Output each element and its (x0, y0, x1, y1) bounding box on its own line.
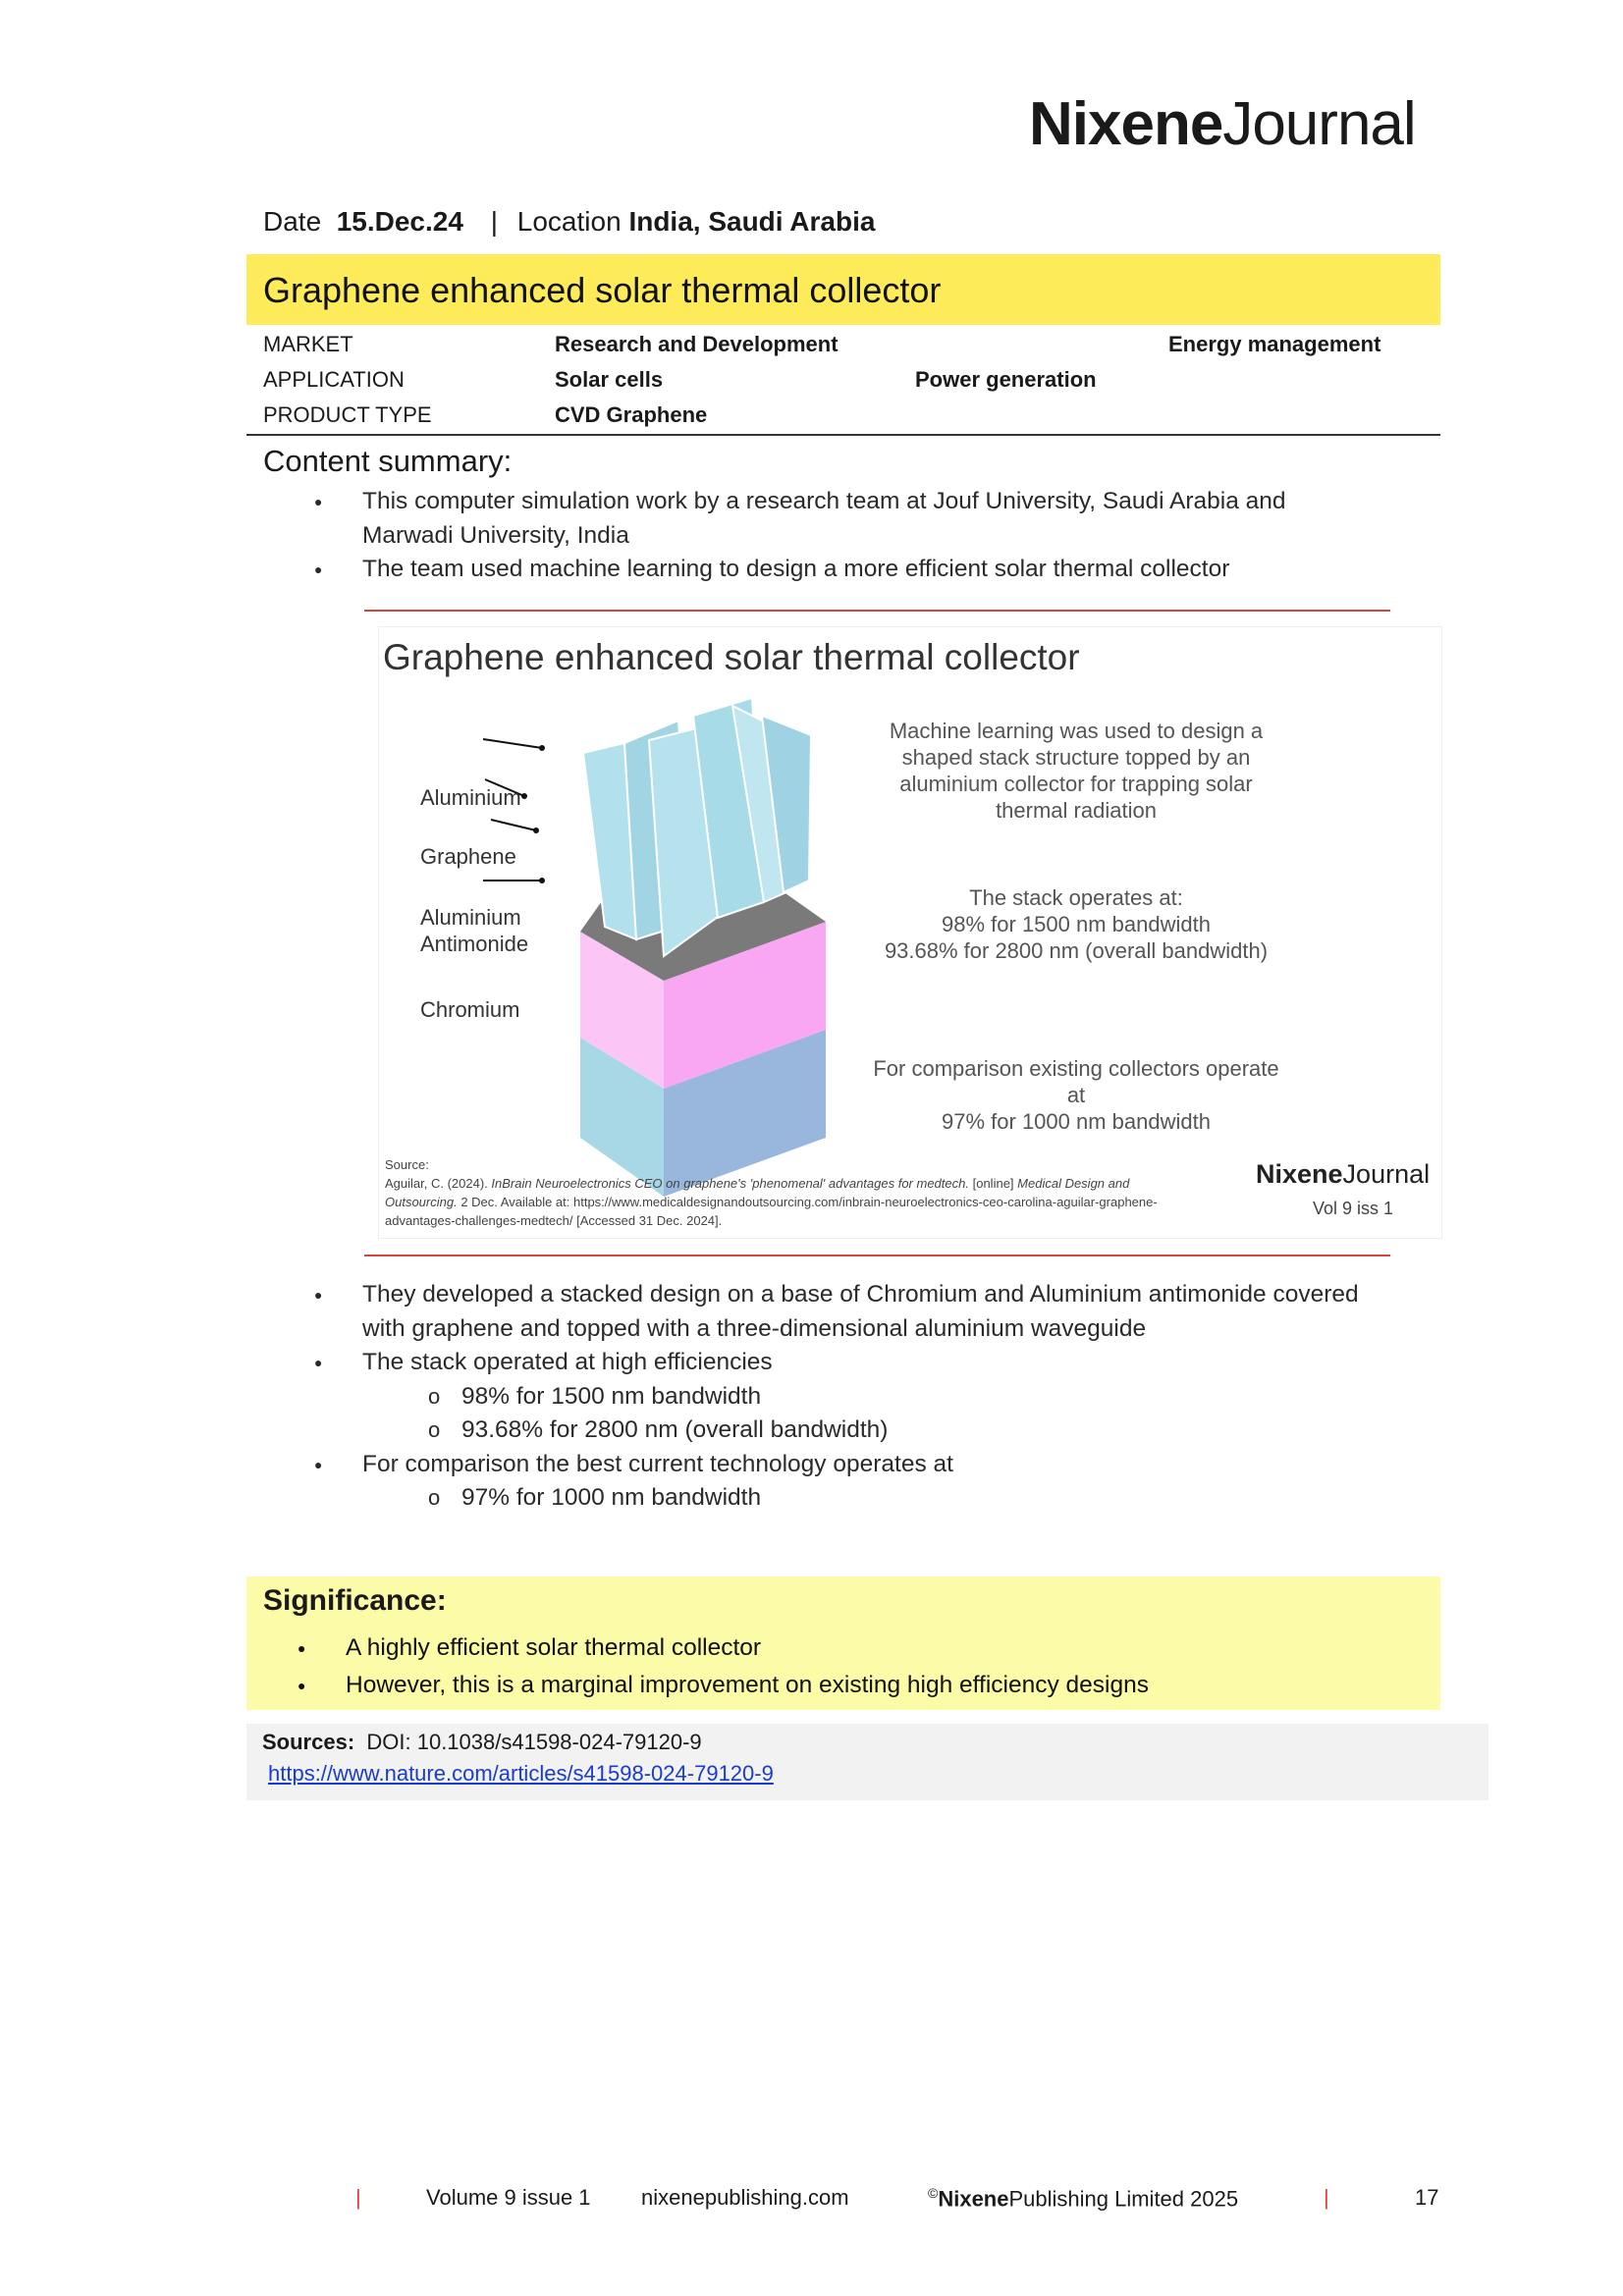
application-label: APPLICATION (263, 367, 405, 392)
figure-title: Graphene enhanced solar thermal collector (383, 637, 1080, 677)
leader-aluminium-dot (539, 745, 545, 751)
label-aluminium-antimonide (420, 904, 528, 957)
list-subitem: o 93.68% for 2800 nm (overall bandwidth) (263, 1414, 1359, 1448)
sources-link[interactable]: https://www.nature.com/articles/s41598-024-79120-9 (268, 1761, 774, 1786)
list-item: ● The team used machine learning to design a more efficient solar thermal collector (263, 553, 1286, 587)
application-value-2: Power generation (915, 367, 1097, 392)
product-label: PRODUCT TYPE (263, 402, 432, 427)
label-alsb-line2: Antimonide (420, 932, 529, 956)
figure-source-pub: Medical Design and Outsourcing. (385, 1176, 1130, 1209)
leader-antimonide (491, 820, 536, 830)
application-value-1: Solar cells (555, 367, 664, 392)
list-item: ● However, this is a marginal improvement on existing high efficiency designs (246, 1667, 1149, 1704)
logo-bold-text: Nixene (1029, 90, 1223, 158)
meta-table (246, 328, 1440, 436)
journal-logo (1029, 90, 1416, 158)
location-value: India, Saudi Arabia (628, 206, 876, 237)
list-subitem: o 98% for 1500 nm bandwidth (263, 1380, 1359, 1415)
leader-aluminium (483, 739, 542, 748)
location-label: Location (516, 206, 622, 237)
footer-page-number: 17 (1415, 2185, 1439, 2210)
figure-desc2-line3: 93.68% for 2800 nm (overall bandwidth) (884, 938, 1269, 963)
figure-source-title: InBrain Neuroelectronics CEO on graphene's 'phenomenal' advantages for medtech. (491, 1176, 969, 1191)
divider-top (364, 610, 1390, 612)
meta-row-market (246, 328, 1440, 363)
logo-light-text: Journal (1222, 90, 1416, 158)
significance-box (246, 1576, 1440, 1710)
list-item: ● This computer simulation work by a research team at Jouf University, Saudi Arabia and (263, 485, 1286, 519)
figure-logo (1256, 1159, 1430, 1190)
list-item: Marwadi University, India (362, 521, 629, 549)
summary-bullets-top (263, 485, 1286, 587)
list-item: with graphene and topped with a three-dimensional aluminium waveguide (362, 1314, 1147, 1342)
content-summary-heading: Content summary: (263, 444, 513, 478)
copyright-symbol: © (928, 2185, 939, 2201)
list-subitem: o 97% for 1000 nm bandwidth (263, 1481, 1359, 1516)
sources-label: Sources: (262, 1730, 355, 1754)
dateline-separator: | (490, 206, 498, 237)
label-aluminium: Aluminium (420, 785, 521, 810)
footer-company-bold: Nixene (938, 2186, 1009, 2212)
figure-source-online: [online] (972, 1176, 1014, 1191)
article-title: Graphene enhanced solar thermal collector (263, 270, 942, 310)
infographic-figure (378, 626, 1442, 1239)
list-item: ● For comparison the best current technology operates at (263, 1448, 1359, 1482)
list-item: ● The stack operated at high efficiencies (263, 1346, 1359, 1380)
figure-logo-bold: Nixene (1256, 1159, 1343, 1189)
list-item: ● A highly efficient solar thermal collector (246, 1629, 1149, 1667)
product-value-1: CVD Graphene (555, 402, 708, 427)
divider-bottom (364, 1255, 1390, 1256)
list-item: ● They developed a stacked design on a base of Chromium and Aluminium antimonide covered (263, 1278, 1359, 1312)
leader-chromium-dot (539, 878, 545, 883)
footer-bar-right: | (1324, 2185, 1329, 2210)
sources-line (262, 1730, 702, 1755)
significance-bullets (246, 1629, 1149, 1704)
footer-bar-left: | (355, 2185, 361, 2210)
footer-copyright (928, 2185, 1238, 2212)
market-value-1: Research and Development (555, 332, 839, 356)
figure-source-label: Source: (385, 1157, 429, 1172)
footer-site: nixenepublishing.com (641, 2185, 849, 2210)
figure-source-rest: 2 Dec. Available at: https://www.medicaldesignandoutsourcing.com/inbrain-neuroelectronics-ceo-carolina-aguilar-graphene-advantages-challenges-medtech/ [Accessed 31 Dec. 2024]. (385, 1195, 1158, 1228)
figure-source-author: Aguilar, C. (2024). (385, 1176, 488, 1191)
meta-row-application (246, 363, 1440, 399)
date-value: 15.Dec.24 (336, 206, 463, 237)
sources-box (246, 1724, 1488, 1800)
meta-row-product (246, 399, 1440, 434)
figure-desc3-line2: 97% for 1000 nm bandwidth (942, 1109, 1211, 1134)
footer-volume: Volume 9 issue 1 (426, 2185, 591, 2210)
label-alsb-line1: Aluminium (420, 905, 521, 930)
footer-company-rest: Publishing Limited 2025 (1008, 2186, 1239, 2212)
leader-graphene-dot (521, 793, 527, 799)
figure-desc2-line2: 98% for 1500 nm bandwidth (942, 912, 1211, 936)
summary-bullets-bottom (263, 1278, 1359, 1516)
figure-logo-light: Journal (1342, 1159, 1431, 1189)
label-chromium: Chromium (420, 997, 520, 1022)
figure-desc3-line1: For comparison existing collectors operate at (873, 1056, 1279, 1107)
figure-volume: Vol 9 iss 1 (1313, 1199, 1394, 1218)
date-label: Date (263, 206, 322, 237)
article-title-bar (246, 254, 1440, 325)
label-graphene: Graphene (420, 844, 516, 869)
figure-description-2 (870, 884, 1282, 964)
figure-source (385, 1155, 1190, 1230)
sources-doi: DOI: 10.1038/s41598-024-79120-9 (366, 1730, 702, 1754)
figure-desc2-line1: The stack operates at: (969, 885, 1183, 910)
figure-description-1: Machine learning was used to design a shaped stack structure topped by an aluminium collector for trapping solar thermal radiation (889, 719, 1264, 823)
leader-antimonide-dot (533, 828, 539, 833)
market-value-3: Energy management (1168, 332, 1381, 356)
figure-description-3 (870, 1055, 1282, 1135)
significance-heading: Significance: (263, 1584, 447, 1617)
market-label: MARKET (263, 332, 353, 356)
dateline (263, 206, 875, 238)
